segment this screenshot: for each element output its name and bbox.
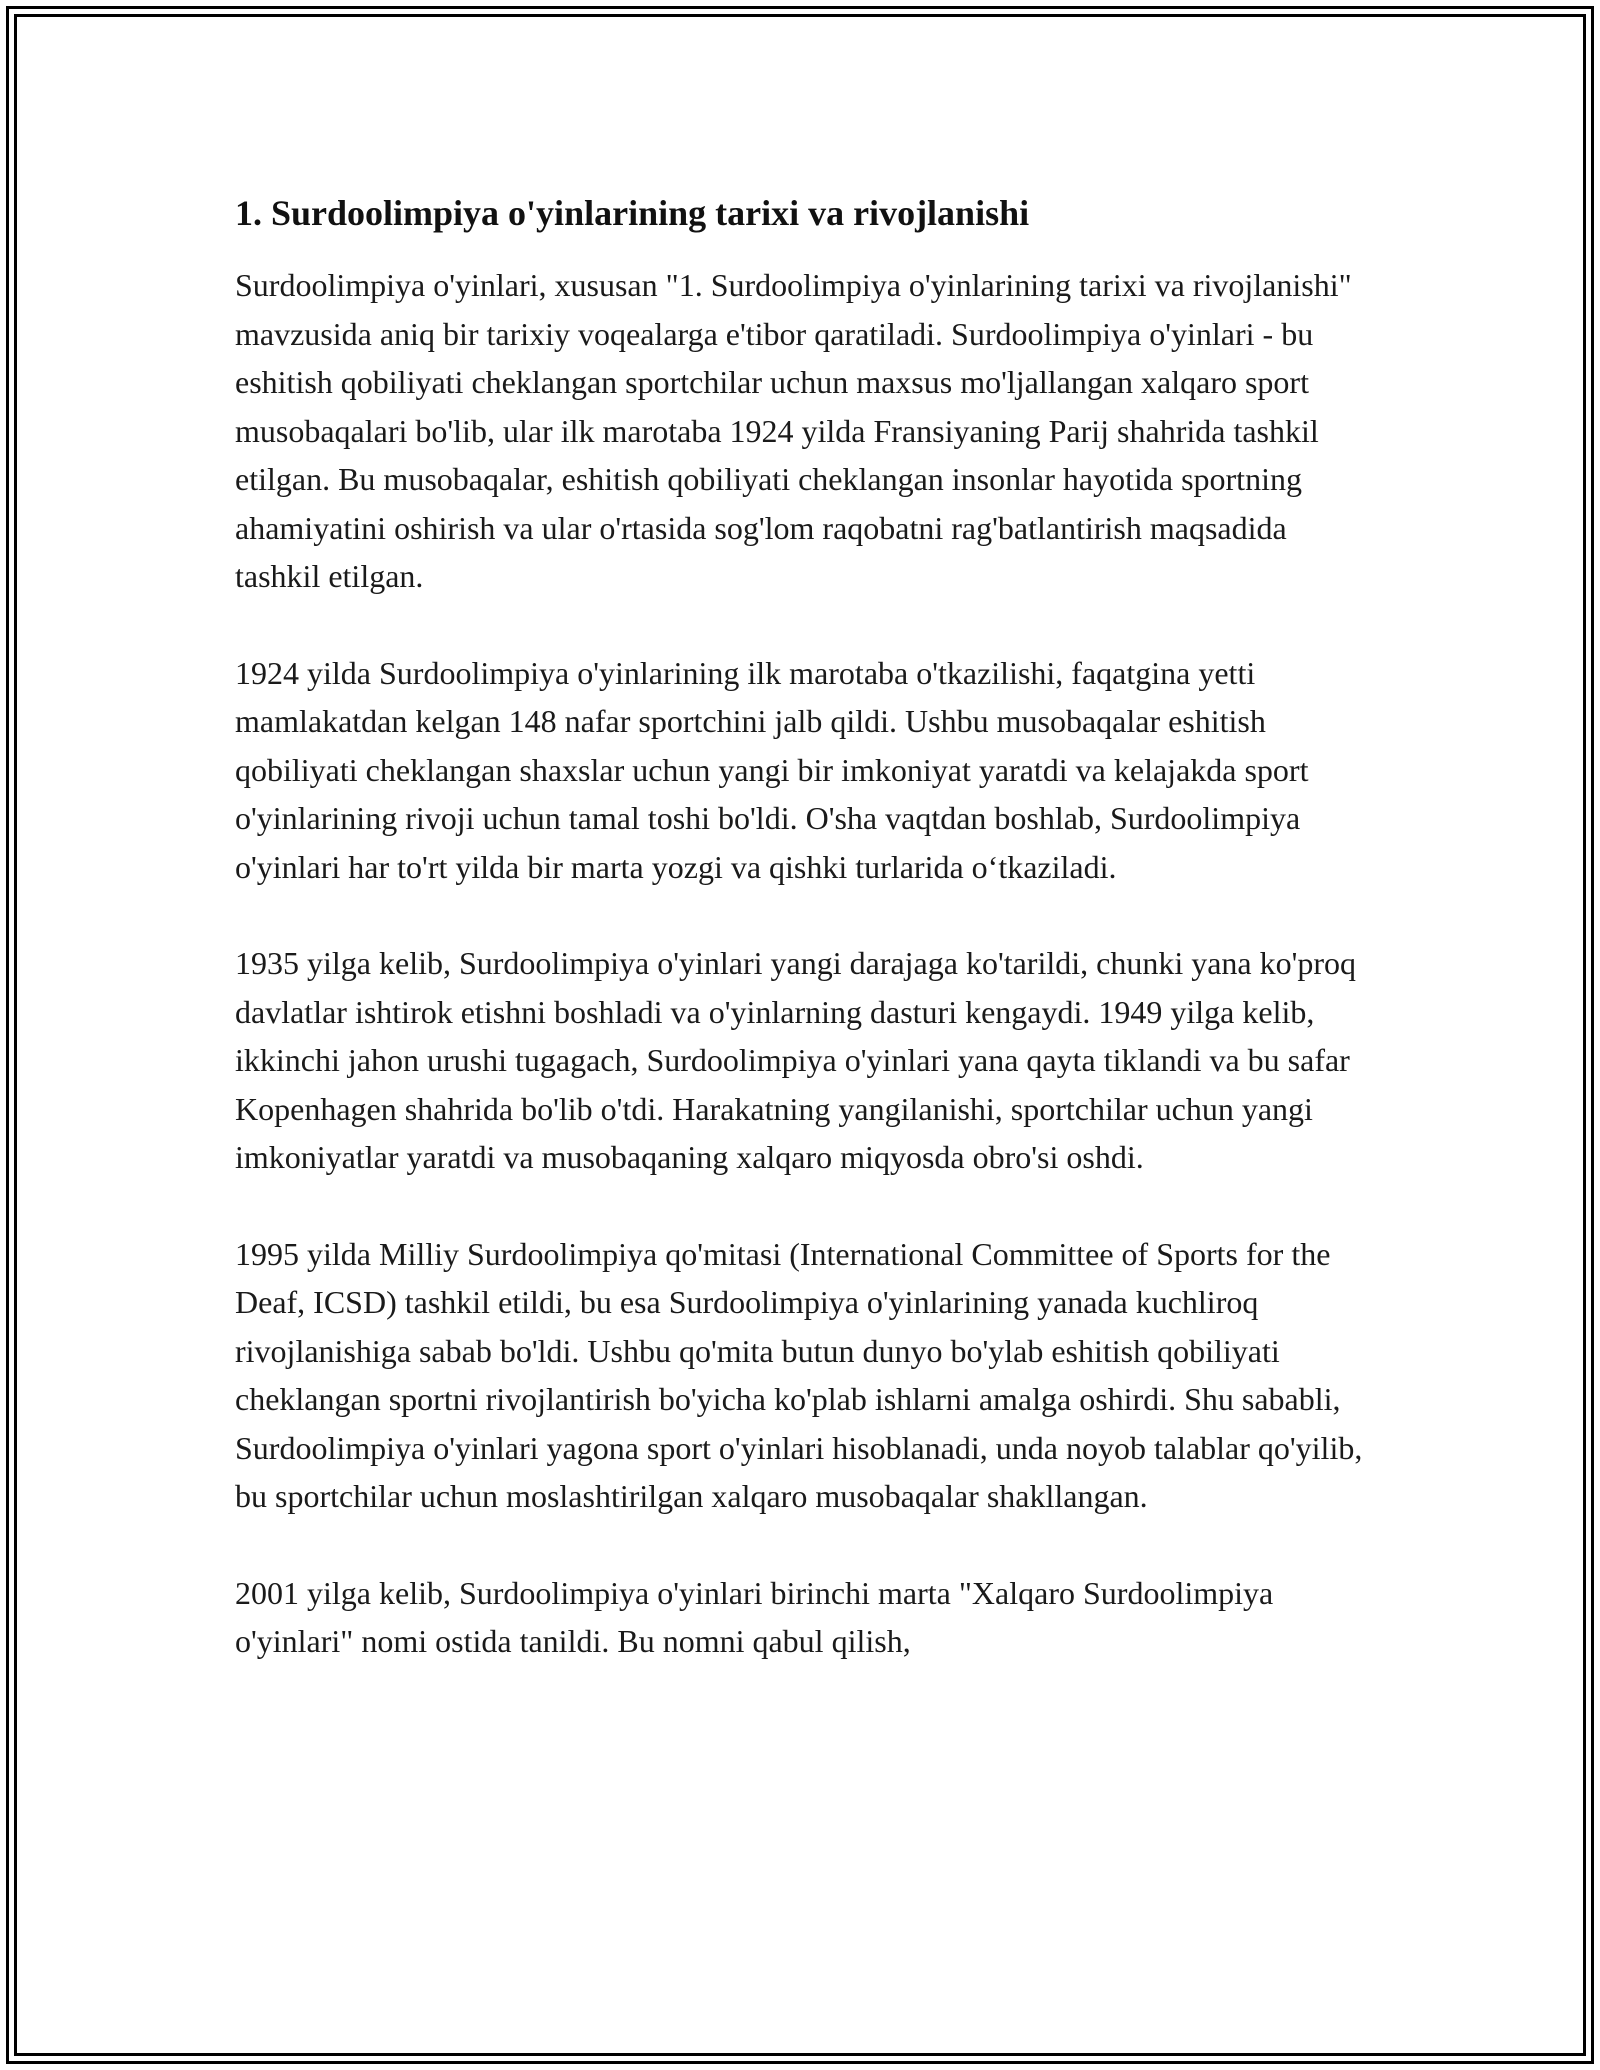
- document-body: [235, 185, 1375, 1666]
- paragraph-1924: 1924 yilda Surdoolimpiya o'yinlarining ilk marotaba o'tkazilishi, faqatgina yetti mamlakatdan kelgan 148 nafar sportchini jalb qildi. Ushbu musobaqalar eshitish qobiliyati cheklangan shaxslar uchun yangi bir imkoniyat yaratdi va kelajakda sport o'yinlarining rivoji uchun tamal toshi bo'ldi. O'sha vaqtdan boshlab, Surdoolimpiya o'yinlari har to'rt yilda bir marta yozgi va qishki turlarida o‘tkaziladi.: [235, 654, 1309, 885]
- paragraph-1935: 1935 yilga kelib, Surdoolimpiya o'yinlari yangi darajaga ko'tarildi, chunki yana ko'proq davlatlar ishtirok etishni boshladi va o'yinlarning dasturi kengaydi. 1949 yilga kelib, ikkinchi jahon urushi tugagach, Surdoolimpiya o'yinlari yana qayta tiklandi va bu safar Kopenhagen shahrida bo'lib o'tdi. Harakatning yangilanishi, sportchilar uchun yangi imkoniyatlar yaratdi va musobaqaning xalqaro miqyosda obro'si oshdi.: [235, 945, 1357, 1175]
- paragraph-intro: Surdoolimpiya o'yinlari, xususan "1. Surdoolimpiya o'yinlarining tarixi va rivojlanishi" mavzusida aniq bir tarixiy voqealarga e'tibor qaratiladi. Surdoolimpiya o'yinlari - bu eshitish qobiliyati cheklangan sportchilar uchun maxsus mo'ljallangan xalqaro sport musobaqalari bo'lib, ular ilk marotaba 1924 yilda Fransiyaning Parij shahrida tashkil etilgan. Bu musobaqalar, eshitish qobiliyati cheklangan insonlar hayotida sportning ahamiyatini oshirish va ular o'rtasida sog'lom raqobatni rag'batlantirish maqsadida tashkil etilgan.: [235, 267, 1352, 594]
- document-title: 1. Surdoolimpiya o'yinlarining tarixi va rivojlanishi: [235, 193, 1030, 233]
- paragraph-1995: 1995 yilda Milliy Surdoolimpiya qo'mitasi (International Committee of Sports for the Deaf, ICSD) tashkil etildi, bu esa Surdoolimpiya o'yinlarining yanada kuchliroq rivojlanishiga sabab bo'ldi. Ushbu qo'mita butun dunyo bo'ylab eshitish qobiliyati cheklangan sportni rivojlantirish bo'yicha ko'plab ishlarni amalga oshirdi. Shu sababli, Surdoolimpiya o'yinlari yagona sport o'yinlari hisoblanadi, unda noyob talablar qo'yilib, bu sportchilar uchun moslashtirilgan xalqaro musobaqalar shakllangan.: [235, 1235, 1363, 1514]
- paragraph-2001: 2001 yilga kelib, Surdoolimpiya o'yinlari birinchi marta "Xalqaro Surdoolimpiya o'yinlari" nomi ostida tanildi. Bu nomni qabul qilish,: [235, 1574, 1274, 1659]
